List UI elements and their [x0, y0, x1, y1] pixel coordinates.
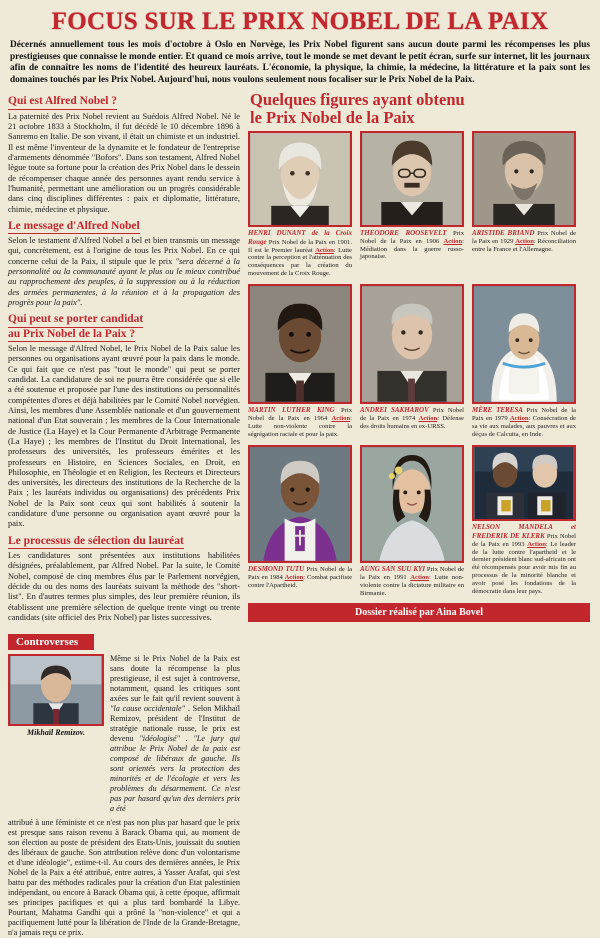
portrait-illustration — [474, 286, 574, 402]
laureates-heading: Quelques figures ayant obtenu le Prix Nobel de la Paix — [250, 90, 465, 128]
laureate-card — [472, 284, 576, 439]
laureate-caption: HENRI DUNANT de la Croix Rouge Prix Nobel de la Paix en 1901. Il est le Premier lauréat Action: Lutte contre la perception et l'atténuation des conséquences par la création du mouvement de la Croix Rouge. — [248, 228, 353, 278]
laureate-card — [248, 131, 352, 278]
laureate-card — [360, 131, 464, 278]
laureate-caption: AUNG SAN SUU KYI Prix Nobel de la Paix en 1991 Action: Lutte non-violente contre la dictature militaire en Birmanie. — [360, 564, 464, 597]
portrait-illustration — [362, 286, 462, 402]
portrait-illustration — [250, 286, 350, 402]
remizov-portrait-illustration — [10, 656, 102, 724]
laureates-grid — [248, 131, 590, 598]
content-columns — [8, 91, 592, 938]
laureate-card — [360, 445, 464, 598]
section-text-alfred-nobel: La paternité des Prix Nobel revient au Suédois Alfred Nobel. Né le 21 octobre 1833 à Stockholm, il fut décédé le 10 décembre 1896 à Sanremo en Italie. De son vivant, il était un chimiste et un industriel. Il est même l'inventeur de la dynamite et le fondateur de l'entreprise d'armements dénommée "Bofors". Dans son testament, Alfred Nobel lègue toute sa fortune pour la création des Prix Nobel dans le dessein de récompenser chaque année des personnes ayant rendu service à l'humanité, permettant une amélioration ou un progrès considérable dans cinq disciplines différentes : paix et diplomatie, littérature, chimie, médecine et physique. — [8, 111, 240, 214]
section-heading-alfred-nobel: Qui est Alfred Nobel ? — [8, 95, 240, 109]
portrait-illustration — [474, 133, 574, 225]
portrait-illustration — [250, 133, 350, 225]
laureate-card — [360, 284, 464, 439]
intro-paragraph: Décernés annuellement tous les mois d'octobre à Oslo en Norvège, les Prix Nobel figurent sans aucun doute parmi les récompenses les plus prestigieuses que connaisse le monde entier. Et quand ce mois arrive, tout le monde se met devant le petit écran, surfe sur internet, lit les journaux afin de connaître les noms de l'identité des heureux lauréats. L'économie, la physique, la chimie, la médecine, la littérature et la paix sont les domaines touchés par les Prix Nobel. Aujourd'hui, nous voulons seulement nous focaliser sur le Prix Nobel de la Paix. — [10, 40, 590, 85]
section-heading-message: Le message d'Alfred Nobel — [8, 220, 240, 234]
remizov-photo-block — [8, 654, 104, 737]
laureate-photo-aristide-briand — [472, 131, 576, 227]
laureate-card — [472, 131, 576, 278]
laureate-photo-mere-teresa — [472, 284, 576, 404]
portrait-illustration — [362, 447, 462, 561]
controverses-banner: Controverses — [8, 634, 94, 650]
section-heading-selection: Le processus de sélection du lauréat — [8, 535, 240, 549]
laureate-photo-martin-luther-king — [248, 284, 352, 404]
laureate-caption: MARTIN LUTHER KING Prix Nobel de la Paix en 1964 Action: Lutte non-violente contre la ségrégation raciale et pour la paix. — [248, 406, 352, 438]
left-column — [8, 91, 240, 938]
controverses-block — [8, 654, 240, 814]
portrait-illustration — [250, 447, 350, 561]
page-title: FOCUS SUR LE PRIX NOBEL DE LA PAIX — [51, 8, 549, 35]
laureate-card — [472, 445, 576, 598]
laureate-photo-desmond-tutu — [248, 445, 352, 563]
right-column — [248, 91, 590, 622]
portrait-illustration — [474, 447, 574, 519]
portrait-illustration — [362, 133, 462, 225]
laureate-photo-henri-dunant — [248, 131, 352, 227]
section-heading-candidature: Qui peut se porter candidat au Prix Nobel de la Paix ? — [8, 313, 240, 341]
remizov-caption: Mikhaïl Remizov. — [27, 728, 85, 738]
footer-credit: Dossier réalisé par Aina Bovel — [248, 603, 590, 622]
laureate-photo-mandela-de-klerk — [472, 445, 576, 521]
nobel-quote: "sera décerné à la personnalité ou la communauté ayant le plus ou le mieux contribué au rapprochement des peuples, à la suppression ou à la réduction des armées permanentes, à la réunion et à la propagation des progrès pour la paix". — [8, 256, 240, 308]
laureate-caption: THEODORE ROOSEVELT Prix Nobel de la Paix en 1906 Action: Médiation dans la guerre russo-japonaise. — [360, 228, 464, 261]
laureate-caption: ANDREI SAKHAROV Prix Nobel de la Paix en 1974 Action: Défense des droits humains en ex-URSS. — [360, 406, 464, 430]
section-text-candidature: Selon le message d'Alfred Nobel, le Prix Nobel de la Paix salue les personnes ou organisations ayant œuvré pour la paix dans le monde. Ce qui fait que ce n'est pas "tout le monde" qui peut se porter candidat. La candidature de soi ne pourra être considérée que si elle a été soutenue et proposée par l'une des institutions ou personnalités compétentes d'ores et déjà habilitées par le Comité Nobel norvégien. Ainsi, les membres d'une Assemblée nationale et d'un gouvernement national d'un Etat souverain ; les membres de la Cour Internationale de Justice (La Haye) et la Cour Permanente d'Arbitrage Permanente (La Haye) ; les membres de l'Institut du Droit International, les professeurs des universités, les professeurs émérites et les professeurs en Histoire, en Sciences Sociales, en Droit, en Philosophie, en Théologie et en Religion, les Recteurs et Directeurs des universités, les directeurs des institutions de la Recherche de la Paix ; les lauréats individus ou organisations) des précédents Prix Nobel de la Paix sont ceux qui sont habilités à soutenir la candidature d'une personne ou organisation ayant œuvré pour la paix. — [8, 343, 240, 529]
laureate-photo-aung-san-suu-kyi — [360, 445, 464, 563]
laureate-caption: MÈRE TERESA Prix Nobel de la Paix en 1979 Action: Consécration de sa vie aux malades, aux pauvres et aux déçus de Calcutta, en Inde. — [472, 406, 576, 438]
laureate-caption: NELSON MANDELA et FREDERIK DE KLERK Prix Nobel de la Paix en 1993 Action: Le leader de la lutte contre l'apartheid et le dernier président blanc sud-africain ont été récompensés pour avoir mis fin au processus de la minorité blanche et avoir posé les fondations de la démocratie dans leur pays. — [472, 522, 577, 596]
laureate-photo-theodore-roosevelt — [360, 131, 464, 227]
controverses-text-1: Même si le Prix Nobel de la Paix est sans doute la récompense la plus prestigieuse, il est sujet à controverse, notamment, quand les critiques sont axées sur le fait qu'il revient souvent à "la cause occidentale" . Selon Mikhaïl Remizov, président de l'Institut de stratégie nationale russe, le prix est devenu "idéologisé" . "Le jury qui attribue le Prix Nobel de la paix est composé de libéraux de gauche. Ils sont orientés vers la protection des minorités et de l'écologie et vers les problèmes du désarmement. Ce n'est pas par hasard qu'un des derniers prix a été — [110, 654, 241, 814]
controverses-text-2: attribué à une féministe et ce n'est pas non plus par hasard que le prix est presque sans raison revenu à Barack Obama qui, au moment de son élection au poste de président des Etats-Unis, jouissait du soutien des libéraux de gauche. Son attribution relève donc d'un volontarisme et d'une idéologie", estime-t-il. Au cours des dernières années, le Prix Nobel de la Paix a été attribué, entre autres, à Yasser Arafat, qui s'est battu par des méthodes radicales pour la création d'un Etat palestinien indépendant, ou encore à Barack Obama qui, à cette époque, affirmait ses principes pacifiques et qui a plus tard bombardé la Libye. Pourtant, Mahatma Gandhi qui a prôné la "non-violence" et qui a pacifiquement lutté pour la libération de l'Inde de la Grande-Bretagne, n'a jamais reçu ce prix. — [8, 818, 240, 938]
laureate-caption: ARISTIDE BRIAND Prix Nobel de la Paix en 1929 Action: Réconciliation entre la France et l'Allemagne. — [472, 228, 576, 253]
laureate-card — [248, 445, 352, 598]
remizov-photo — [8, 654, 104, 726]
section-text-message: Selon le testament d'Alfred Nobel a bel et bien transmis un message qui, concrètement, est à l'origine de tous les Prix Nobel. En ce qui concerne celui de la Paix, il stipule que le prix "sera décerné à la personnalité ou la communauté ayant le plus ou le mieux contribué au rapprochement des peuples, à la suppression ou à la réduction des armées permanentes, à la réunion et à la propagation des progrès pour la paix". — [8, 236, 240, 308]
laureate-card — [248, 284, 352, 439]
laureate-caption: DESMOND TUTU Prix Nobel de la Paix en 1984 Action: Combat pacifiste contre l'Apartheid. — [248, 564, 352, 589]
laureate-photo-andrei-sakharov — [360, 284, 464, 404]
section-text-selection: Les candidatures sont présentées aux institutions habilitées désignées, préalablement, par Alfred Nobel. Par la suite, le Comité Nobel, composé de cinq membres élus par le Parlement norvégien, décide du ou des noms des lauréats suivant la méthode des "short-list". En d'autres termes plus simples, des leur première réunion, ils établissent une première sélection de quelque trente vingt ou trente candidats (site officiel des Prix Nobel) par listes successives. — [8, 551, 240, 622]
